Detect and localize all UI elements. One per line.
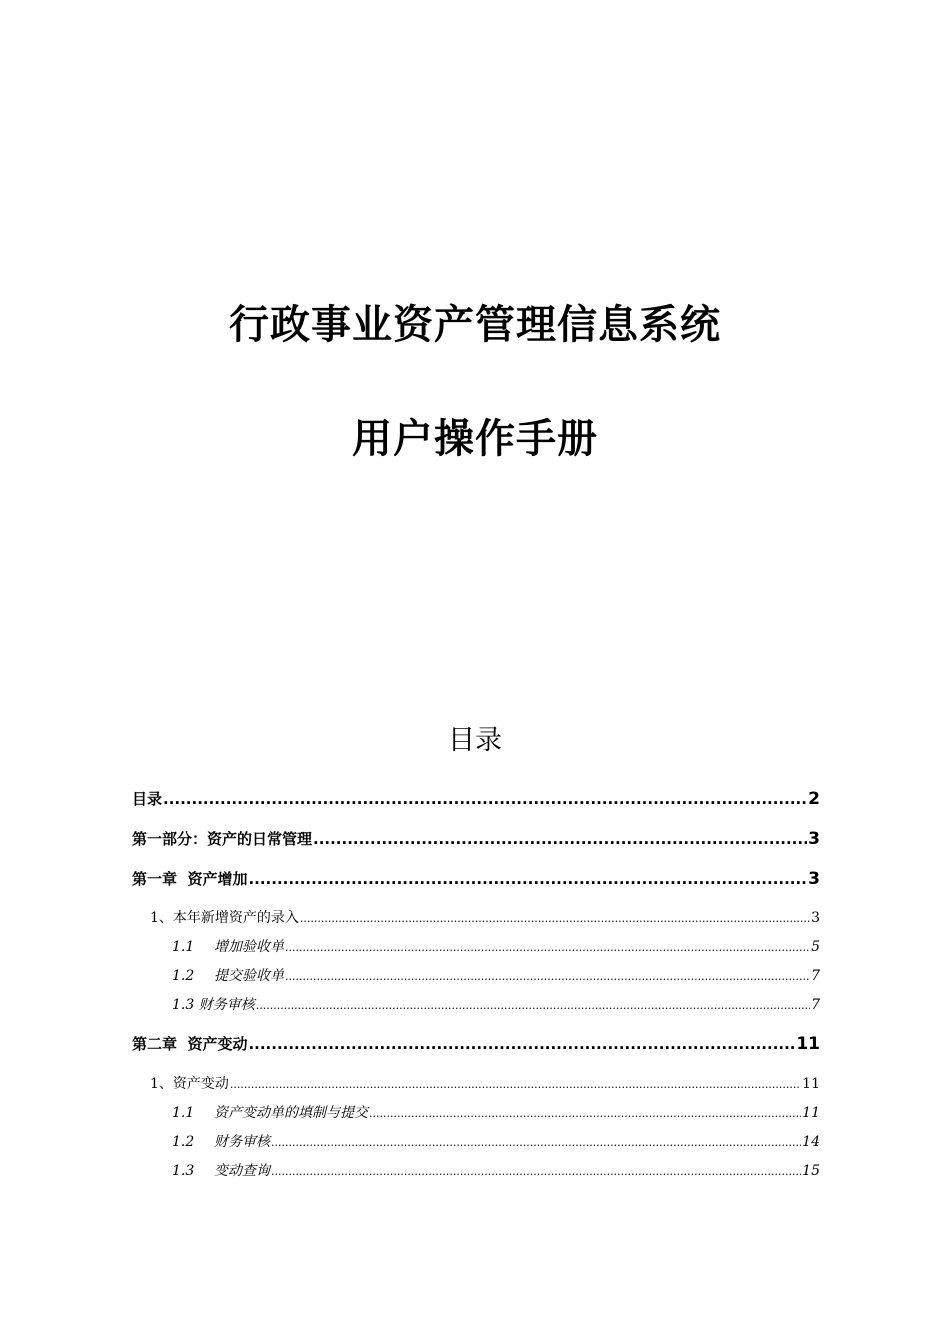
toc-entry-text: 第二章 资产变动 (132, 1035, 248, 1053)
toc-entry-change-review[interactable] (172, 1131, 820, 1151)
toc-entry-chapter-two[interactable] (132, 1033, 820, 1054)
toc-entry-number: 1.1 (172, 1105, 195, 1121)
toc-entry-page: 11 (796, 1034, 820, 1054)
toc-entry-page: 15 (802, 1163, 820, 1179)
toc-entry-add-receipt[interactable] (172, 936, 820, 956)
toc-entry-text: 第一章 资产增加 (132, 870, 248, 888)
toc-entry-text: 第一部分：资产的日常管理 (132, 830, 313, 848)
toc-leader-dots (313, 830, 807, 848)
toc-entry-chapter-one[interactable] (132, 868, 820, 889)
toc-entry-page: 14 (802, 1134, 820, 1150)
document-subtitle: 用户操作手册 (352, 416, 598, 462)
toc-entry-text: 1、本年新增资产的录入 (150, 910, 299, 926)
toc-leader-dots (369, 1107, 801, 1120)
toc-entry-page: 3 (808, 869, 820, 889)
toc-entry-page: 2 (808, 789, 820, 809)
toc-leader-dots (248, 870, 807, 888)
toc-entry-text: 增加验收单 (214, 939, 284, 955)
toc-entry-number: 1.2 (172, 968, 195, 984)
toc-leader-dots (271, 1165, 801, 1178)
toc-leader-dots (248, 1035, 795, 1053)
toc-leader-dots (230, 1078, 801, 1091)
toc-entry-number: 1.1 (172, 939, 195, 955)
toc-entry-text: 目录 (132, 790, 163, 808)
toc-entry-page: 7 (811, 997, 820, 1013)
toc-heading: 目录 (448, 725, 502, 756)
toc-entry-text: 提交验收单 (214, 968, 284, 984)
toc-entry-section-asset-change[interactable] (150, 1073, 820, 1093)
toc-entry-page: 3 (808, 829, 820, 849)
toc-entry-text: 变动查询 (214, 1163, 270, 1179)
toc-entry-part-one[interactable] (132, 828, 820, 849)
toc-entry-change-form[interactable] (172, 1102, 820, 1122)
toc-entry-page: 11 (802, 1076, 820, 1092)
toc-entry-text: 财务审核 (214, 1134, 270, 1150)
toc-entry-financial-review[interactable] (172, 994, 820, 1014)
toc-leader-dots (300, 912, 810, 925)
toc-entry-number: 1.3 (172, 1163, 195, 1179)
toc-leader-dots (285, 970, 810, 983)
toc-entry-number: 1.2 (172, 1134, 195, 1150)
toc-leader-dots (256, 999, 810, 1012)
toc-entry-page: 5 (811, 939, 820, 955)
toc-entry-change-query[interactable] (172, 1160, 820, 1180)
toc-entry-text: 1、资产变动 (150, 1076, 229, 1092)
document-title: 行政事业资产管理信息系统 (229, 302, 721, 348)
toc-entry-page: 7 (811, 968, 820, 984)
toc-entry-submit-receipt[interactable] (172, 965, 820, 985)
toc-leader-dots (271, 1136, 801, 1149)
toc-entry-page: 11 (802, 1105, 820, 1121)
toc-leader-dots (285, 941, 810, 954)
toc-entry-contents[interactable] (132, 788, 820, 809)
toc-entry-text: 1.3 财务审核 (172, 997, 255, 1013)
toc-leader-dots (163, 790, 807, 808)
toc-entry-text: 资产变动单的填制与提交 (214, 1105, 368, 1121)
toc-entry-page: 3 (811, 910, 820, 926)
toc-entry-section-new-assets[interactable] (150, 907, 820, 927)
